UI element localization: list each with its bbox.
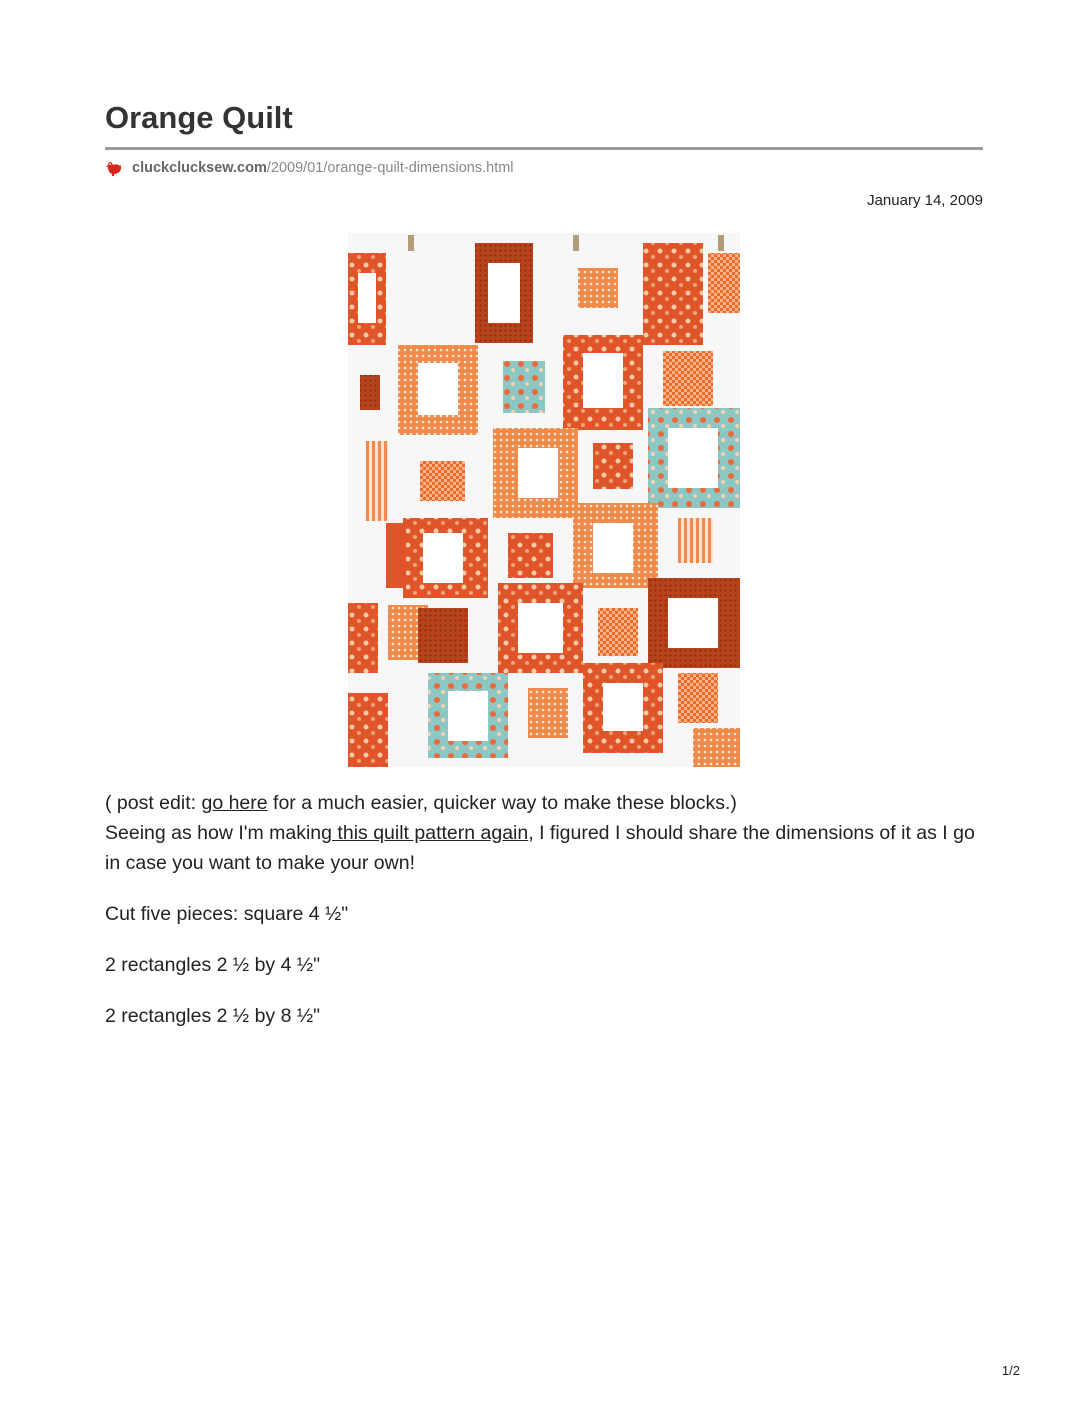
title-divider bbox=[105, 147, 983, 150]
hen-favicon-icon bbox=[105, 159, 123, 177]
source-domain[interactable]: cluckclucksew.com bbox=[132, 160, 267, 176]
article-body bbox=[105, 788, 983, 1031]
intro-paragraph bbox=[105, 818, 983, 878]
intro-prefix: Seeing as how I'm making bbox=[105, 822, 333, 844]
post-edit-suffix: for a much easier, quicker way to make these blocks.) bbox=[267, 792, 737, 814]
quilt-photo bbox=[348, 233, 740, 767]
cut-line-3: 2 rectangles 2 ½ by 8 ½" bbox=[105, 1005, 321, 1027]
go-here-link[interactable]: go here bbox=[201, 792, 268, 814]
cut-line-1: Cut five pieces: square 4 ½" bbox=[105, 903, 349, 925]
page-title: Orange Quilt bbox=[105, 100, 293, 135]
post-date: January 14, 2009 bbox=[867, 192, 983, 209]
source-path[interactable]: /2009/01/orange-quilt-dimensions.html bbox=[266, 160, 514, 176]
post-edit-prefix: ( post edit: bbox=[105, 792, 202, 814]
source-line bbox=[105, 158, 514, 178]
quilt-pattern-link[interactable]: this quilt pattern again bbox=[332, 822, 529, 844]
post-edit-note bbox=[105, 788, 983, 818]
intro-suffix: , I figured I should share the dimensions of it as I go in case you want to make your own! bbox=[105, 822, 975, 874]
page-number: 1/2 bbox=[1001, 1363, 1020, 1378]
cut-line-2: 2 rectangles 2 ½ by 4 ½" bbox=[105, 954, 321, 976]
